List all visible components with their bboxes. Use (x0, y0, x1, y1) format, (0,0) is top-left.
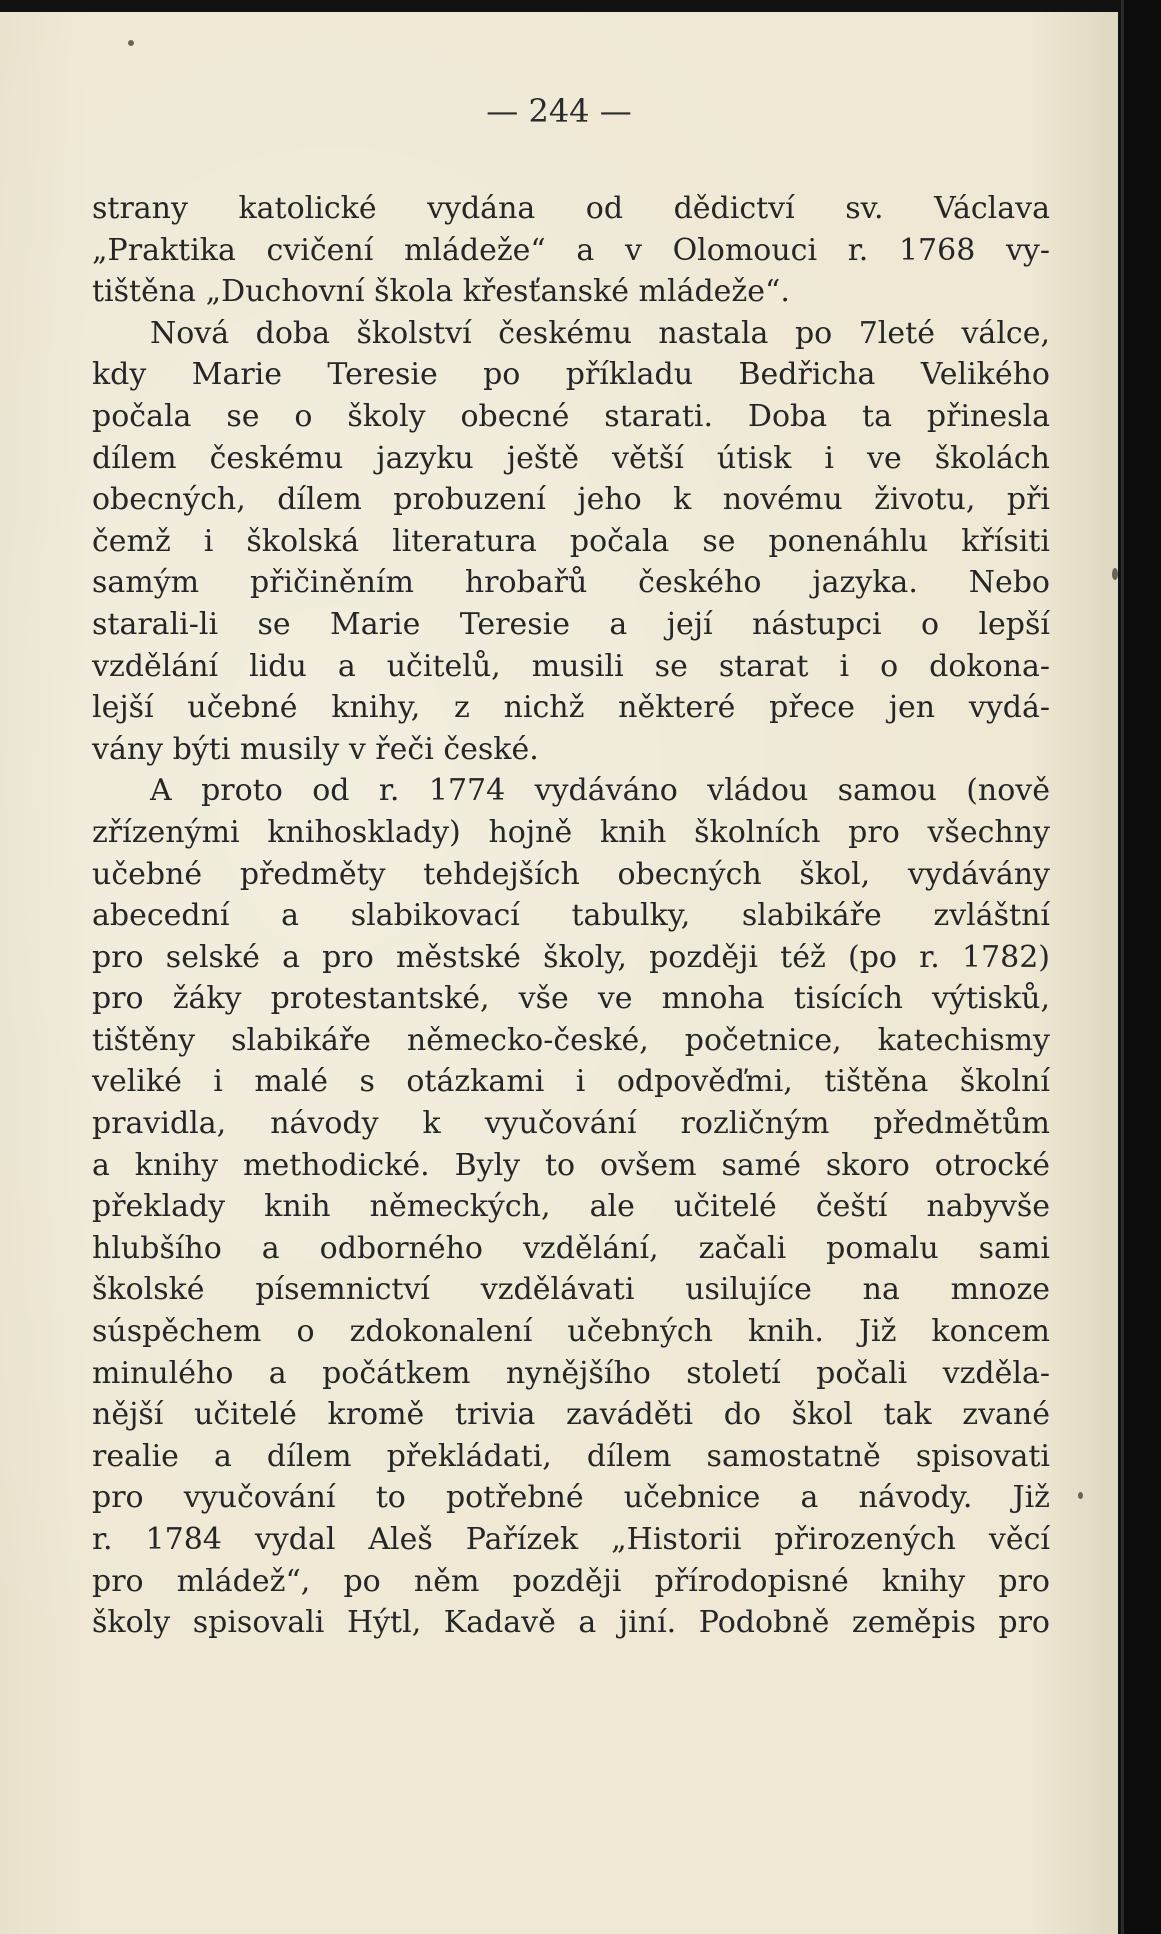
text-line: pro vyučování to potřebné učebnice a návody. Již (92, 1480, 1050, 1516)
text-line: súspěchem o zdokonalení učebných knih. Již koncem (92, 1314, 1050, 1350)
text-line: r. 1784 vydal Aleš Pařízek „Historii přirozených věcí (92, 1522, 1050, 1557)
text-line: samým přičiněním hrobařů českého jazyka. Nebo (92, 565, 1050, 601)
paper-speck (1078, 1492, 1083, 1499)
text-line: pro žáky protestantské, vše ve mnoha tisících výtisků, (92, 981, 1050, 1017)
text-line: veliké i malé s otázkami i odpověďmi, tištěna školní (92, 1064, 1050, 1100)
text-line: čemž i školská literatura počala se ponenáhlu křísiti (92, 523, 1050, 559)
text-line: pravidla, návody k vyučování rozličným předmětům (92, 1106, 1050, 1142)
text-line: školy spisovali Hýtl, Kadavě a jiní. Podobně zeměpis pro (92, 1605, 1050, 1641)
text-line: kdy Marie Teresie po příkladu Bedřicha Velikého (92, 357, 1050, 393)
text-line: A proto od r. 1774 vydáváno vládou samou (nově (150, 773, 1050, 809)
text-line: abecední a slabikovací tabulky, slabikáře zvláštní (92, 898, 1050, 934)
text-line: lejší učebné knihy, z nichž některé přece jen vydá- (92, 690, 1050, 726)
text-line: strany katolické vydána od dědictví sv. Václava (92, 191, 1050, 226)
text-line: tištěny slabikáře německo-české, početnice, katechismy (92, 1022, 1050, 1058)
text-line: nější učitelé kromě trivia zaváděti do škol tak zvané (92, 1397, 1050, 1433)
text-line: vány býti musily v řeči české. (92, 731, 539, 767)
text-line: obecných, dílem probuzení jeho k novému životu, při (92, 482, 1050, 518)
text-line: zřízenými knihosklady) hojně knih školních pro všechny (92, 814, 1050, 850)
body-text (92, 188, 1050, 1644)
paper-speck (1112, 568, 1118, 580)
text-line: překlady knih německých, ale učitelé čeští nabyvše (92, 1189, 1050, 1225)
text-line: starali-li se Marie Teresie a její nástupci o lepší (92, 606, 1050, 642)
text-line: vzdělání lidu a učitelů, musili se starat i o dokona- (92, 648, 1050, 684)
text-line: pro selské a pro městské školy, později též (po r. 1782) (92, 939, 1050, 975)
text-line: minulého a počátkem nynějšího století počali vzděla- (92, 1355, 1050, 1391)
text-line: pro mládež“, po něm později přírodopisné knihy pro (92, 1563, 1050, 1599)
dark-margin (1124, 0, 1161, 1934)
text-line: „Praktika cvičení mládeže“ a v Olomouci r. 1768 vy- (92, 232, 1050, 268)
text-line: hlubšího a odborného vzdělání, začali pomalu sami (92, 1230, 1050, 1266)
text-line: tištěna „Duchovní škola křesťanské mládeže“. (92, 274, 790, 310)
page-number: — 244 — (486, 92, 632, 130)
text-line: a knihy methodické. Byly to ovšem samé skoro otrocké (92, 1147, 1050, 1183)
text-line: učebné předměty tehdejších obecných škol, vydávány (92, 856, 1050, 892)
text-line: dílem českému jazyku ještě větší útisk i ve školách (92, 440, 1050, 476)
text-line: školské písemnictví vzdělávati usilujíce na mnoze (92, 1272, 1050, 1308)
book-page (0, 12, 1118, 1934)
paper-speck (128, 40, 134, 46)
text-line: počala se o školy obecné starati. Doba ta přinesla (92, 398, 1050, 434)
text-line: realie a dílem překládati, dílem samostatně spisovati (92, 1438, 1050, 1474)
text-line: Nová doba školství českému nastala po 7leté válce, (150, 315, 1050, 351)
